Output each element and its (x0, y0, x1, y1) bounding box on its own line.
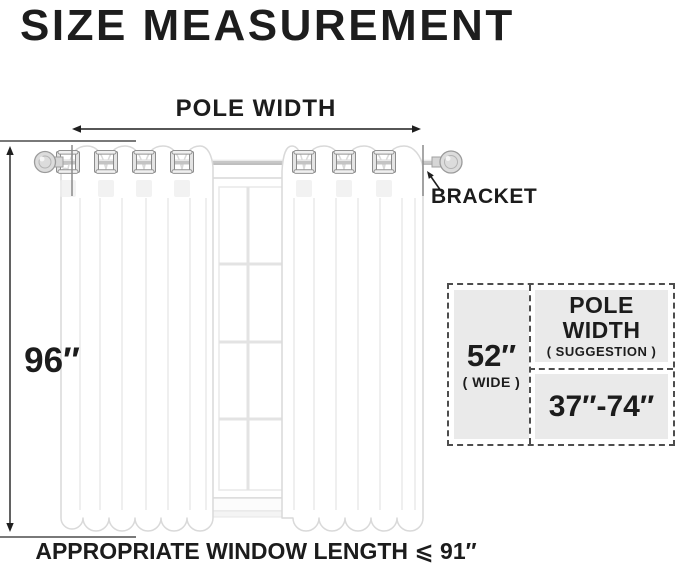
panel-width-note: ( WIDE ) (462, 374, 521, 390)
spec-cell-pole-width-heading (535, 290, 668, 362)
pole-width-subheading: ( SUGGESTION ) (546, 344, 657, 359)
spec-cell-panel-width (454, 290, 529, 439)
bracket-label: BRACKET (431, 185, 538, 208)
spec-table-horizontal-divider (529, 368, 673, 370)
left-curtain-panel (60, 146, 213, 531)
pole-width-label: POLE WIDTH (175, 95, 337, 122)
window-length-note: APPROPRIATE WINDOW LENGTH ⩽ 91″ (35, 538, 477, 564)
page-title: SIZE MEASUREMENT (20, 1, 515, 50)
window-illustration (202, 178, 292, 517)
right-curtain-panel (282, 146, 423, 531)
spec-cell-pole-width-range (535, 374, 668, 439)
pole-width-range: 37″-74″ (548, 389, 655, 423)
panel-width-value: 52″ (466, 338, 517, 373)
spec-table-vertical-divider (529, 285, 531, 444)
right-finial-icon (432, 151, 462, 173)
pole-width-heading: POLE WIDTH (562, 292, 641, 343)
spec-table (447, 283, 675, 446)
curtain-height-label: 96″ (24, 341, 80, 380)
window-sill (202, 498, 290, 511)
height-arrow (6, 146, 13, 532)
pole-width-arrow (72, 125, 421, 133)
